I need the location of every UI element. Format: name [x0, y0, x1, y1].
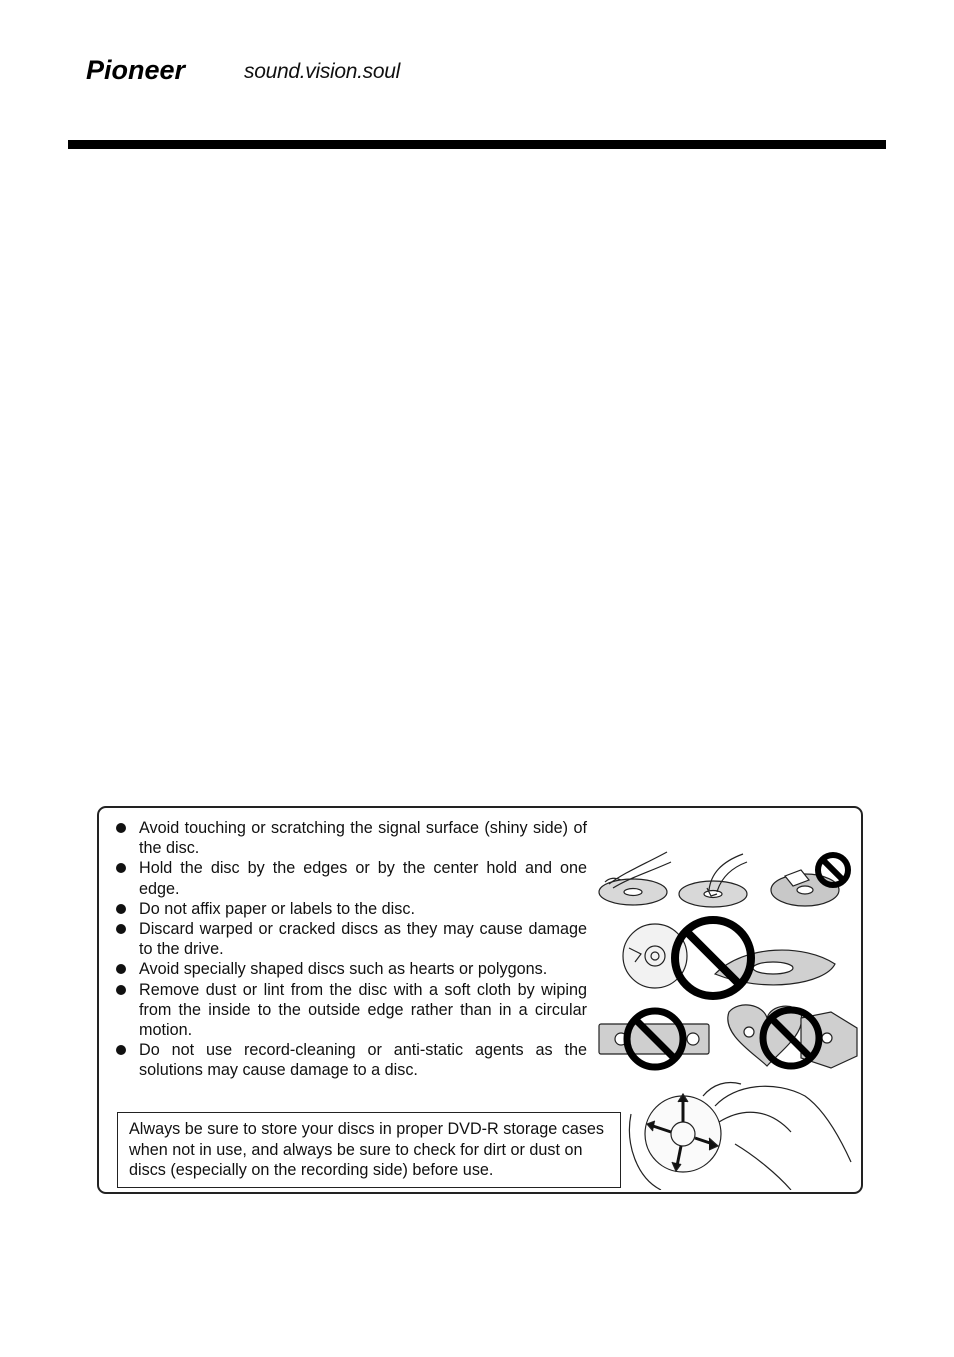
- care-item: Discard warped or cracked discs as they may cause damage to the drive.: [113, 919, 587, 959]
- hold-disc-center-illustration: [679, 854, 747, 907]
- header-rule: [68, 140, 886, 149]
- brand-wordmark: Pioneer: [86, 55, 186, 85]
- label-on-disc-illustration: [771, 855, 848, 906]
- care-item: Avoid specially shaped discs such as hearts or polygons.: [113, 959, 587, 979]
- page-header: [86, 52, 400, 88]
- care-item: Remove dust or lint from the disc with a soft cloth by wiping from the inside to the outside edge rather than in a circular motion.: [113, 980, 587, 1041]
- disc-handling-illustration: [595, 844, 863, 1190]
- wipe-disc-illustration: [629, 1083, 851, 1191]
- care-item: Do not use record-cleaning or anti-static agents as the solutions may cause damage to a disc.: [113, 1040, 587, 1080]
- care-item: Avoid touching or scratching the signal surface (shiny side) of the disc.: [113, 818, 587, 858]
- cracked-warped-disc-illustration: [623, 920, 835, 996]
- shaped-disc-illustration: [599, 1005, 857, 1068]
- care-item: Do not affix paper or labels to the disc.: [113, 899, 587, 919]
- care-list: [113, 818, 587, 1081]
- pioneer-logo: [86, 55, 238, 85]
- care-item: Hold the disc by the edges or by the center hold and one edge.: [113, 858, 587, 898]
- storage-note: Always be sure to store your discs in proper DVD-R storage cases when not in use, and always be sure to check for dirt or dust on discs (especially on the recording side) before use.: [117, 1112, 621, 1188]
- tagline: sound.vision.soul: [244, 60, 400, 83]
- disc-care-box: [97, 806, 863, 1194]
- hold-disc-edge-illustration: [599, 852, 671, 905]
